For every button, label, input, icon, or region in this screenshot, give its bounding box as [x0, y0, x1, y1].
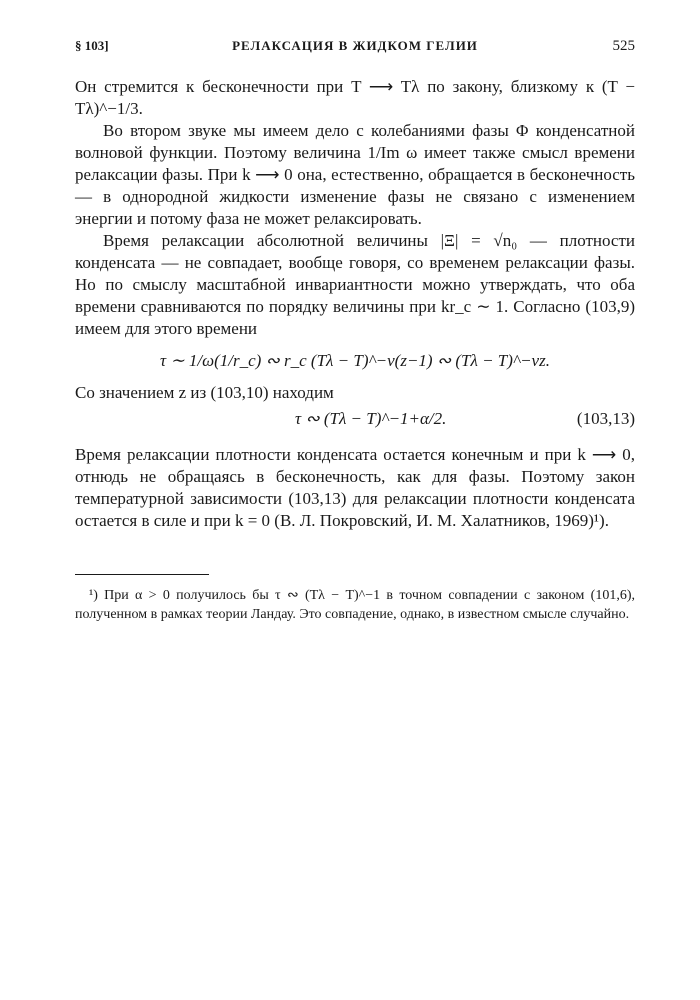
footnote-divider [75, 574, 209, 575]
paragraph-1: Он стремится к бесконечности при T ⟶ Tλ по закону, близкому к (T − Tλ)^−1/3. [75, 77, 635, 118]
section-reference: § 103] [75, 38, 109, 53]
formula-relaxation-time: τ ∼ 1/ω(1/r_c) ∾ r_c (Tλ − T)^−ν(z−1) ∾ (Tλ − T)^−νz. [160, 351, 550, 370]
equation-number: (103,13) [576, 409, 635, 428]
chapter-title: РЕЛАКСАЦИЯ В ЖИДКОМ ГЕЛИИ [232, 38, 478, 53]
paragraph-2: Во втором звуке мы имеем дело с колебаниями фазы Φ конденсатной волновой функции. Поэтому величина 1/Im ω имеет также смысл времени релаксации фазы. При k ⟶ 0 она, естественно, обращается в бесконечность — в однородной жидкости изменение фазы не связано с изменением энергии и потому фаза не может релаксировать. [75, 121, 635, 228]
formula-103-13: τ ∾ (Tλ − T)^−1+α/2. [295, 409, 447, 428]
page-number: 525 [612, 38, 635, 54]
footnote [75, 586, 635, 624]
paragraph-5: Время релаксации плотности конденсата остается конечным и при k ⟶ 0, отнюдь не обращаясь в бесконечность, как для фазы. Поэтому закон температурной зависимости (103,13) для релаксации плотности конденсата остается в силе и при k = 0 (В. Л. Покровский, И. М. Халатников, 1969)¹). [75, 445, 635, 530]
footnote-text: ¹) При α > 0 получилось бы τ ∾ (Tλ − T)^−1 в точном совпадении с законом (101,6), полученном в рамках теории Ландау. Это совпадение, однако, в известном смысле случайно. [75, 588, 635, 622]
formula-103-13-row [75, 408, 635, 434]
main-text [75, 76, 635, 532]
paragraph-4: Со значением z из (103,10) находим [75, 383, 334, 402]
paragraph-3: Время релаксации абсолютной величины |Ξ| = √n₀ — плотности конденсата — не совпадает, вообще говоря, со временем релаксации фазы. Но по смыслу масштабной инвариантности можно утверждать, что оба времени сравниваются по порядку величины при kr_c ∼ 1. Согласно (103,9) имеем для этого времени [75, 231, 635, 338]
running-head [75, 38, 635, 58]
